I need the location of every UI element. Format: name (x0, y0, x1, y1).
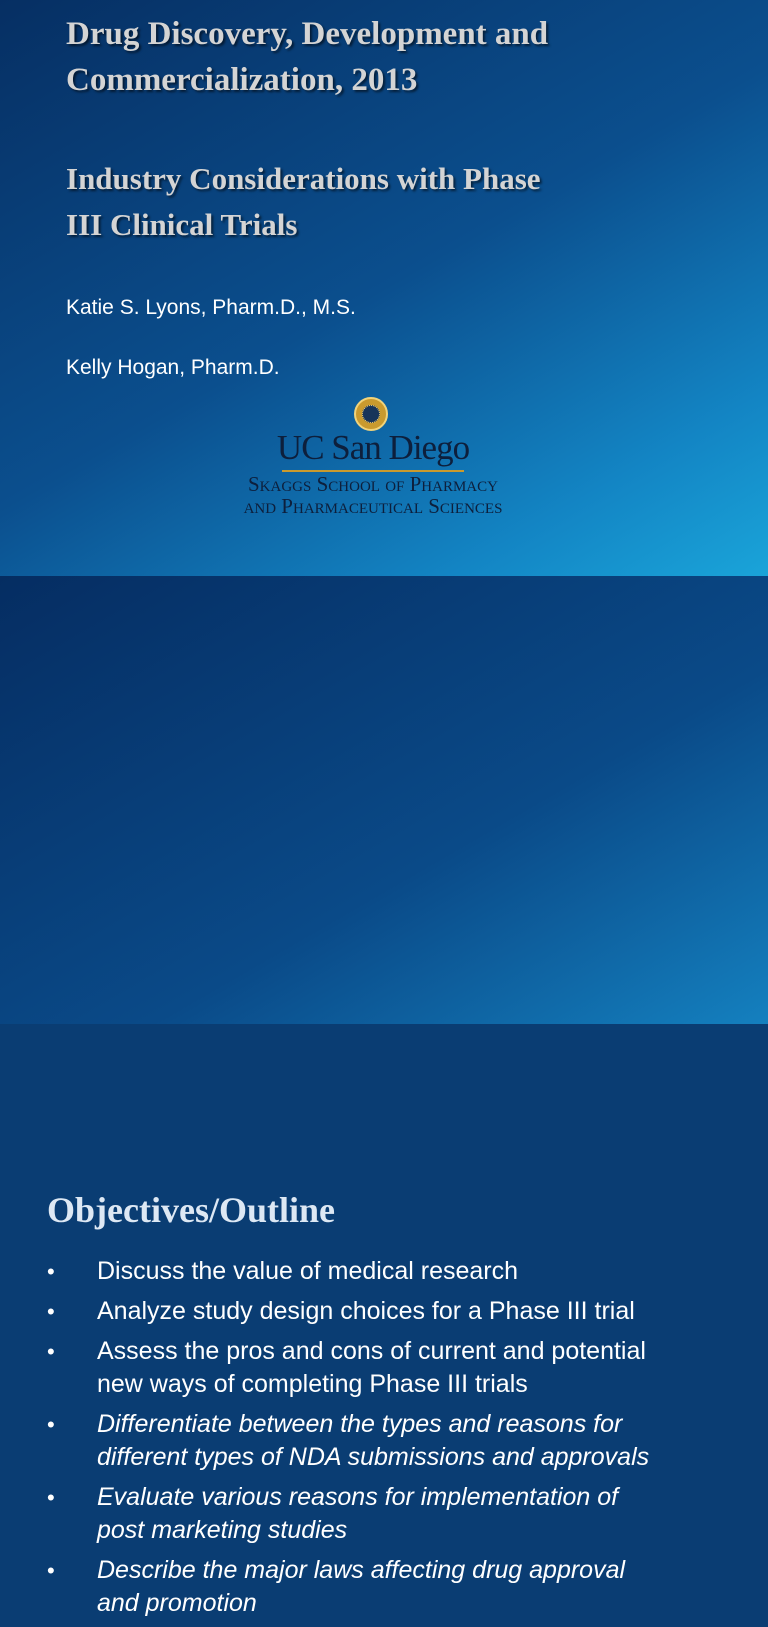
objectives-slide (0, 576, 768, 1617)
objectives-list (0, 1255, 649, 1627)
subtitle-line: III Clinical Trials (66, 207, 298, 242)
title-line: Commercialization, 2013 (66, 62, 418, 98)
school-name-line: and Pharmaceutical Sciences (243, 494, 503, 518)
objective-text: and promotion (97, 1589, 257, 1617)
objective-text: Evaluate various reasons for implementation of (97, 1483, 619, 1511)
objective-text: Differentiate between the types and reasons for (97, 1410, 623, 1438)
logo-wordmark: UC San Diego (276, 428, 470, 467)
title-slide (0, 0, 768, 576)
slide-title: Objectives/Outline (47, 1190, 335, 1230)
bullet-icon: • (47, 1558, 55, 1583)
author-name: Kelly Hogan, Pharm.D. (66, 356, 280, 379)
objective-item (0, 1295, 649, 1328)
objective-text: Discuss the value of medical research (97, 1257, 519, 1285)
objective-item (0, 1408, 649, 1474)
objective-text: new ways of completing Phase III trials (97, 1370, 528, 1398)
subtitle-line: Industry Considerations with Phase (66, 161, 541, 196)
objective-item (0, 1481, 649, 1547)
title-line: Drug Discovery, Development and (66, 16, 549, 52)
bullet-icon: • (47, 1485, 55, 1510)
objective-text: Analyze study design choices for a Phase III trial (97, 1297, 635, 1325)
objective-text: post marketing studies (97, 1516, 348, 1544)
presentation-subtitle (66, 156, 541, 248)
objective-item (0, 1255, 649, 1288)
objective-text: Describe the major laws affecting drug approval (97, 1556, 626, 1584)
bullet-icon: • (47, 1259, 55, 1284)
bullet-icon: • (47, 1412, 55, 1437)
bullet-icon: • (47, 1339, 55, 1364)
objective-text: different types of NDA submissions and approvals (97, 1443, 650, 1471)
school-name-line: Skaggs School of Pharmacy (248, 472, 498, 496)
bullet-icon: • (47, 1299, 55, 1324)
author-name: Katie S. Lyons, Pharm.D., M.S. (66, 296, 356, 319)
objective-text: Assess the pros and cons of current and potential (97, 1337, 646, 1365)
objective-item (0, 1554, 649, 1620)
uc-seal-icon (354, 397, 388, 431)
objective-item (0, 1335, 649, 1401)
presentation-title (66, 11, 548, 103)
